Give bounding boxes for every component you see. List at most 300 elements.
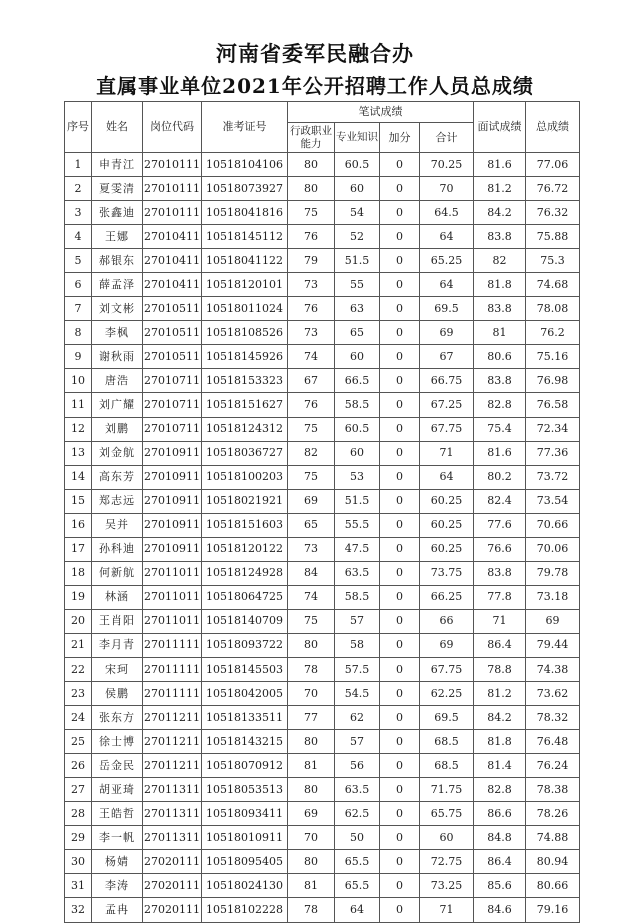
cell-professional-score: 53 (335, 465, 380, 489)
cell-exam-no: 10518021921 (202, 489, 288, 513)
table-row (65, 826, 580, 850)
cell-professional-score: 65.5 (335, 874, 380, 898)
cell-subtotal: 73.75 (420, 561, 474, 585)
cell-interview-score: 81.2 (474, 682, 526, 706)
cell-index: 6 (65, 273, 92, 297)
cell-name: 郝银东 (92, 249, 143, 273)
cell-post-code: 27011111 (143, 682, 202, 706)
cell-interview-score: 83.8 (474, 369, 526, 393)
cell-index: 31 (65, 874, 92, 898)
cell-name: 何新航 (92, 561, 143, 585)
cell-bonus: 0 (380, 441, 420, 465)
cell-bonus: 0 (380, 249, 420, 273)
table-row (65, 297, 580, 321)
cell-bonus: 0 (380, 417, 420, 441)
cell-admin-score: 76 (288, 297, 335, 321)
cell-interview-score: 82 (474, 249, 526, 273)
cell-subtotal: 70.25 (420, 153, 474, 177)
cell-subtotal: 67.75 (420, 417, 474, 441)
cell-professional-score: 60 (335, 441, 380, 465)
cell-admin-score: 73 (288, 537, 335, 561)
cell-index: 25 (65, 730, 92, 754)
cell-bonus: 0 (380, 682, 420, 706)
cell-post-code: 27010911 (143, 465, 202, 489)
table-row (65, 177, 580, 201)
cell-post-code: 27011211 (143, 754, 202, 778)
cell-name: 侯鹏 (92, 682, 143, 706)
cell-index: 5 (65, 249, 92, 273)
cell-exam-no: 10518151627 (202, 393, 288, 417)
cell-total-score: 76.48 (526, 730, 580, 754)
cell-professional-score: 65 (335, 321, 380, 345)
cell-post-code: 27010911 (143, 537, 202, 561)
header-subtotal: 合计 (420, 123, 474, 153)
cell-professional-score: 66.5 (335, 369, 380, 393)
cell-bonus: 0 (380, 489, 420, 513)
cell-name: 王娜 (92, 225, 143, 249)
cell-bonus: 0 (380, 345, 420, 369)
cell-bonus: 0 (380, 297, 420, 321)
table-row (65, 778, 580, 802)
cell-subtotal: 68.5 (420, 754, 474, 778)
cell-admin-score: 65 (288, 513, 335, 537)
cell-interview-score: 81.8 (474, 273, 526, 297)
cell-interview-score: 83.8 (474, 561, 526, 585)
cell-subtotal: 67.75 (420, 657, 474, 681)
cell-admin-score: 75 (288, 417, 335, 441)
cell-interview-score: 77.8 (474, 585, 526, 609)
cell-subtotal: 64 (420, 273, 474, 297)
cell-index: 18 (65, 561, 92, 585)
cell-post-code: 27020111 (143, 850, 202, 874)
cell-subtotal: 69 (420, 633, 474, 657)
table-row (65, 657, 580, 681)
cell-name: 刘金航 (92, 441, 143, 465)
cell-exam-no: 10518153323 (202, 369, 288, 393)
cell-bonus: 0 (380, 730, 420, 754)
cell-bonus: 0 (380, 802, 420, 826)
cell-subtotal: 71 (420, 898, 474, 922)
cell-interview-score: 82.8 (474, 778, 526, 802)
cell-bonus: 0 (380, 369, 420, 393)
cell-post-code: 27010911 (143, 513, 202, 537)
cell-bonus: 0 (380, 537, 420, 561)
cell-name: 徐士博 (92, 730, 143, 754)
cell-subtotal: 69.5 (420, 297, 474, 321)
cell-interview-score: 81.2 (474, 177, 526, 201)
cell-admin-score: 67 (288, 369, 335, 393)
cell-name: 宋珂 (92, 657, 143, 681)
cell-post-code: 27010111 (143, 153, 202, 177)
cell-professional-score: 58.5 (335, 585, 380, 609)
cell-index: 4 (65, 225, 92, 249)
cell-name: 胡亚琦 (92, 778, 143, 802)
cell-post-code: 27011011 (143, 561, 202, 585)
cell-exam-no: 10518124928 (202, 561, 288, 585)
cell-bonus: 0 (380, 826, 420, 850)
cell-total-score: 70.06 (526, 537, 580, 561)
cell-post-code: 27011211 (143, 730, 202, 754)
cell-index: 15 (65, 489, 92, 513)
document-title-line1: 河南省委军民融合办 (216, 41, 414, 66)
cell-name: 郑志远 (92, 489, 143, 513)
cell-post-code: 27010411 (143, 225, 202, 249)
cell-total-score: 76.98 (526, 369, 580, 393)
cell-subtotal: 69.5 (420, 706, 474, 730)
cell-subtotal: 67.25 (420, 393, 474, 417)
cell-post-code: 27010411 (143, 273, 202, 297)
cell-post-code: 27011111 (143, 657, 202, 681)
cell-index: 29 (65, 826, 92, 850)
cell-interview-score: 85.6 (474, 874, 526, 898)
cell-admin-score: 78 (288, 657, 335, 681)
cell-total-score: 74.88 (526, 826, 580, 850)
cell-admin-score: 76 (288, 225, 335, 249)
table-row (65, 561, 580, 585)
table-row (65, 682, 580, 706)
cell-subtotal: 66 (420, 609, 474, 633)
cell-subtotal: 64 (420, 225, 474, 249)
cell-interview-score: 81.8 (474, 730, 526, 754)
cell-interview-score: 84.2 (474, 201, 526, 225)
cell-bonus: 0 (380, 513, 420, 537)
cell-professional-score: 62.5 (335, 802, 380, 826)
cell-exam-no: 10518042005 (202, 682, 288, 706)
cell-total-score: 80.94 (526, 850, 580, 874)
cell-post-code: 27010711 (143, 393, 202, 417)
cell-professional-score: 57 (335, 609, 380, 633)
table-row (65, 441, 580, 465)
cell-bonus: 0 (380, 609, 420, 633)
cell-exam-no: 10518070912 (202, 754, 288, 778)
cell-index: 27 (65, 778, 92, 802)
cell-bonus: 0 (380, 201, 420, 225)
cell-index: 11 (65, 393, 92, 417)
cell-professional-score: 60.5 (335, 153, 380, 177)
cell-exam-no: 10518053513 (202, 778, 288, 802)
table-row (65, 754, 580, 778)
cell-subtotal: 73.25 (420, 874, 474, 898)
cell-total-score: 76.32 (526, 201, 580, 225)
header-post-code: 岗位代码 (143, 102, 202, 153)
cell-interview-score: 82.8 (474, 393, 526, 417)
cell-post-code: 27011211 (143, 706, 202, 730)
cell-exam-no: 10518108526 (202, 321, 288, 345)
cell-subtotal: 60.25 (420, 537, 474, 561)
cell-total-score: 78.08 (526, 297, 580, 321)
cell-admin-score: 75 (288, 609, 335, 633)
cell-post-code: 27011011 (143, 585, 202, 609)
cell-exam-no: 10518133511 (202, 706, 288, 730)
table-row (65, 417, 580, 441)
cell-index: 21 (65, 633, 92, 657)
cell-interview-score: 81.6 (474, 441, 526, 465)
cell-exam-no: 10518093722 (202, 633, 288, 657)
cell-admin-score: 80 (288, 177, 335, 201)
cell-bonus: 0 (380, 153, 420, 177)
cell-name: 杨婧 (92, 850, 143, 874)
cell-post-code: 27010111 (143, 177, 202, 201)
cell-interview-score: 80.2 (474, 465, 526, 489)
cell-total-score: 73.54 (526, 489, 580, 513)
cell-index: 2 (65, 177, 92, 201)
cell-professional-score: 60 (335, 177, 380, 201)
cell-name: 刘鹏 (92, 417, 143, 441)
cell-name: 吴并 (92, 513, 143, 537)
cell-professional-score: 58 (335, 633, 380, 657)
cell-professional-score: 60.5 (335, 417, 380, 441)
header-exam-no: 准考证号 (202, 102, 288, 153)
table-row (65, 489, 580, 513)
cell-index: 30 (65, 850, 92, 874)
cell-total-score: 76.72 (526, 177, 580, 201)
header-written-group: 笔试成绩 (288, 102, 474, 123)
cell-admin-score: 81 (288, 874, 335, 898)
cell-index: 24 (65, 706, 92, 730)
cell-bonus: 0 (380, 393, 420, 417)
cell-name: 孙科迪 (92, 537, 143, 561)
cell-post-code: 27011311 (143, 778, 202, 802)
cell-index: 32 (65, 898, 92, 922)
header-admin: 行政职业能力 (288, 123, 335, 153)
cell-index: 13 (65, 441, 92, 465)
cell-post-code: 27011311 (143, 802, 202, 826)
cell-interview-score: 81 (474, 321, 526, 345)
cell-post-code: 27011311 (143, 826, 202, 850)
cell-bonus: 0 (380, 465, 420, 489)
table-row (65, 609, 580, 633)
cell-interview-score: 81.4 (474, 754, 526, 778)
cell-exam-no: 10518145926 (202, 345, 288, 369)
cell-admin-score: 80 (288, 633, 335, 657)
cell-admin-score: 80 (288, 850, 335, 874)
cell-bonus: 0 (380, 225, 420, 249)
cell-bonus: 0 (380, 321, 420, 345)
cell-total-score: 79.44 (526, 633, 580, 657)
results-table (64, 101, 580, 923)
cell-exam-no: 10518095405 (202, 850, 288, 874)
table-row (65, 802, 580, 826)
table-row (65, 850, 580, 874)
cell-name: 薛孟泽 (92, 273, 143, 297)
table-row (65, 249, 580, 273)
table-row (65, 321, 580, 345)
cell-exam-no: 10518093411 (202, 802, 288, 826)
cell-exam-no: 10518010911 (202, 826, 288, 850)
cell-admin-score: 73 (288, 321, 335, 345)
cell-name: 李一帆 (92, 826, 143, 850)
table-row (65, 537, 580, 561)
cell-exam-no: 10518011024 (202, 297, 288, 321)
cell-exam-no: 10518151603 (202, 513, 288, 537)
cell-total-score: 77.06 (526, 153, 580, 177)
cell-admin-score: 69 (288, 802, 335, 826)
cell-exam-no: 10518041122 (202, 249, 288, 273)
cell-subtotal: 71 (420, 441, 474, 465)
cell-admin-score: 76 (288, 393, 335, 417)
cell-admin-score: 75 (288, 465, 335, 489)
header-total: 总成绩 (526, 102, 580, 153)
cell-subtotal: 64.5 (420, 201, 474, 225)
cell-admin-score: 82 (288, 441, 335, 465)
table-row (65, 513, 580, 537)
cell-exam-no: 10518036727 (202, 441, 288, 465)
cell-professional-score: 57 (335, 730, 380, 754)
cell-post-code: 27010711 (143, 369, 202, 393)
cell-admin-score: 80 (288, 153, 335, 177)
cell-exam-no: 10518102228 (202, 898, 288, 922)
cell-subtotal: 64 (420, 465, 474, 489)
table-row (65, 585, 580, 609)
cell-name: 岳金民 (92, 754, 143, 778)
cell-index: 28 (65, 802, 92, 826)
cell-interview-score: 71 (474, 609, 526, 633)
cell-exam-no: 10518073927 (202, 177, 288, 201)
cell-subtotal: 62.25 (420, 682, 474, 706)
cell-interview-score: 84.2 (474, 706, 526, 730)
cell-index: 22 (65, 657, 92, 681)
cell-name: 唐浩 (92, 369, 143, 393)
cell-post-code: 27011111 (143, 633, 202, 657)
cell-admin-score: 81 (288, 754, 335, 778)
cell-index: 14 (65, 465, 92, 489)
table-row (65, 345, 580, 369)
table-row (65, 393, 580, 417)
cell-interview-score: 84.8 (474, 826, 526, 850)
table-header (65, 102, 580, 153)
cell-post-code: 27010511 (143, 321, 202, 345)
cell-admin-score: 80 (288, 778, 335, 802)
cell-exam-no: 10518064725 (202, 585, 288, 609)
table-row (65, 633, 580, 657)
cell-total-score: 69 (526, 609, 580, 633)
cell-professional-score: 51.5 (335, 249, 380, 273)
cell-index: 12 (65, 417, 92, 441)
cell-total-score: 70.66 (526, 513, 580, 537)
cell-admin-score: 70 (288, 826, 335, 850)
cell-subtotal: 60.25 (420, 489, 474, 513)
cell-subtotal: 66.25 (420, 585, 474, 609)
cell-post-code: 27011011 (143, 609, 202, 633)
cell-exam-no: 10518143215 (202, 730, 288, 754)
cell-exam-no: 10518145503 (202, 657, 288, 681)
table-body (65, 153, 580, 923)
cell-bonus: 0 (380, 778, 420, 802)
cell-post-code: 27010411 (143, 249, 202, 273)
cell-subtotal: 65.25 (420, 249, 474, 273)
cell-interview-score: 77.6 (474, 513, 526, 537)
cell-bonus: 0 (380, 273, 420, 297)
cell-name: 李涛 (92, 874, 143, 898)
cell-professional-score: 56 (335, 754, 380, 778)
table-row (65, 273, 580, 297)
cell-post-code: 27010911 (143, 489, 202, 513)
cell-name: 夏雯清 (92, 177, 143, 201)
cell-subtotal: 60.25 (420, 513, 474, 537)
cell-post-code: 27010711 (143, 417, 202, 441)
cell-name: 林涵 (92, 585, 143, 609)
cell-index: 1 (65, 153, 92, 177)
cell-admin-score: 80 (288, 730, 335, 754)
cell-professional-score: 55 (335, 273, 380, 297)
cell-exam-no: 10518100203 (202, 465, 288, 489)
cell-professional-score: 55.5 (335, 513, 380, 537)
cell-professional-score: 58.5 (335, 393, 380, 417)
cell-professional-score: 47.5 (335, 537, 380, 561)
cell-professional-score: 65.5 (335, 850, 380, 874)
cell-name: 李枫 (92, 321, 143, 345)
cell-admin-score: 75 (288, 201, 335, 225)
cell-subtotal: 67 (420, 345, 474, 369)
cell-name: 谢秋雨 (92, 345, 143, 369)
cell-total-score: 79.16 (526, 898, 580, 922)
cell-professional-score: 57.5 (335, 657, 380, 681)
cell-interview-score: 86.4 (474, 633, 526, 657)
table-row (65, 369, 580, 393)
table-row (65, 730, 580, 754)
cell-exam-no: 10518140709 (202, 609, 288, 633)
cell-professional-score: 62 (335, 706, 380, 730)
cell-index: 8 (65, 321, 92, 345)
cell-interview-score: 81.6 (474, 153, 526, 177)
cell-total-score: 72.34 (526, 417, 580, 441)
cell-interview-score: 76.6 (474, 537, 526, 561)
cell-exam-no: 10518120101 (202, 273, 288, 297)
cell-professional-score: 54 (335, 201, 380, 225)
cell-post-code: 27010511 (143, 297, 202, 321)
cell-total-score: 75.16 (526, 345, 580, 369)
cell-interview-score: 86.6 (474, 802, 526, 826)
header-index: 序号 (65, 102, 92, 153)
cell-professional-score: 64 (335, 898, 380, 922)
cell-bonus: 0 (380, 754, 420, 778)
cell-admin-score: 78 (288, 898, 335, 922)
cell-index: 16 (65, 513, 92, 537)
cell-name: 张东方 (92, 706, 143, 730)
cell-total-score: 77.36 (526, 441, 580, 465)
cell-total-score: 73.18 (526, 585, 580, 609)
cell-subtotal: 69 (420, 321, 474, 345)
cell-exam-no: 10518120122 (202, 537, 288, 561)
cell-name: 高东芳 (92, 465, 143, 489)
table-row (65, 153, 580, 177)
cell-index: 26 (65, 754, 92, 778)
cell-interview-score: 80.6 (474, 345, 526, 369)
cell-admin-score: 84 (288, 561, 335, 585)
cell-interview-score: 78.8 (474, 657, 526, 681)
cell-professional-score: 52 (335, 225, 380, 249)
cell-index: 20 (65, 609, 92, 633)
cell-admin-score: 79 (288, 249, 335, 273)
cell-post-code: 27010111 (143, 201, 202, 225)
cell-exam-no: 10518041816 (202, 201, 288, 225)
cell-subtotal: 66.75 (420, 369, 474, 393)
cell-bonus: 0 (380, 850, 420, 874)
cell-index: 7 (65, 297, 92, 321)
cell-subtotal: 71.75 (420, 778, 474, 802)
cell-total-score: 73.62 (526, 682, 580, 706)
cell-post-code: 27010511 (143, 345, 202, 369)
cell-bonus: 0 (380, 561, 420, 585)
cell-bonus: 0 (380, 874, 420, 898)
table-row (65, 201, 580, 225)
cell-post-code: 27020111 (143, 874, 202, 898)
cell-total-score: 78.32 (526, 706, 580, 730)
cell-bonus: 0 (380, 177, 420, 201)
cell-total-score: 79.78 (526, 561, 580, 585)
header-bonus: 加分 (380, 123, 420, 153)
cell-professional-score: 63.5 (335, 778, 380, 802)
